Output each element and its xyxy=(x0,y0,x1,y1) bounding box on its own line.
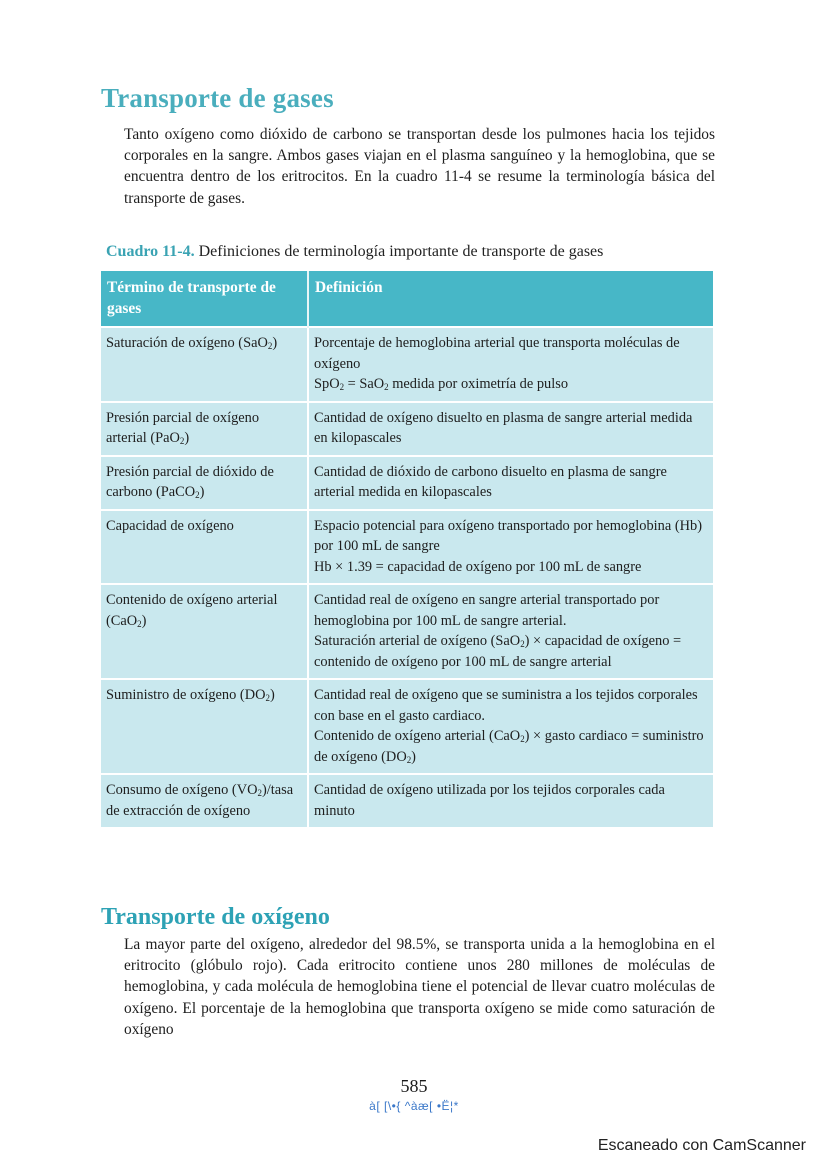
definition-cell: Porcentaje de hemoglobina arterial que transporta moléculas de oxígeno SpO$_2$ = SaO$_2$ medida por oximetría de pulso xyxy=(308,327,713,402)
table-row xyxy=(101,327,713,402)
header-definition: Definición xyxy=(308,271,713,327)
term-cell: Suministro de oxígeno $(DO_2)$ xyxy=(101,679,308,774)
definition-cell: Espacio potencial para oxígeno transportado por hemoglobina (Hb) por 100 mL de sangre Hb × 1.39 = capacidad de oxígeno por 100 mL de sangre xyxy=(308,510,713,585)
table-caption xyxy=(106,243,603,261)
table-header-row xyxy=(101,271,713,327)
terminology-table xyxy=(101,271,713,827)
term-cell: Capacidad de oxígeno xyxy=(101,510,308,585)
table-row xyxy=(101,510,713,585)
table-row xyxy=(101,584,713,679)
definition-cell: Cantidad de oxígeno disuelto en plasma de sangre arterial medida en kilopascales xyxy=(308,402,713,456)
section-heading-transporte-de-oxigeno: Transporte de oxígeno xyxy=(101,904,330,930)
definition-cell: Cantidad de dióxido de carbono disuelto en plasma de sangre arterial medida en kilopascales xyxy=(308,456,713,510)
table-body xyxy=(101,327,713,827)
term-cell: Contenido de oxígeno arterial (CaO$_2$) xyxy=(101,584,308,679)
publisher-watermark: à[ [\•{ ^àæ[ •Ë¦* xyxy=(369,1099,459,1113)
definition-cell: Cantidad real de oxígeno que se suministra a los tejidos corporales con base en el gasto cardiaco. Contenido de oxígeno arterial (CaO$_2$) × gasto cardiaco = suministro de oxígeno $(DO_2)$ xyxy=(308,679,713,774)
definition-cell: Cantidad real de oxígeno en sangre arterial transportado por hemoglobina por 100 mL de sangre arterial. Saturación arterial de oxígeno (SaO$_2$) × capacidad de oxígeno = contenido de oxígeno por 100 mL de sangre arterial xyxy=(308,584,713,679)
table-caption-label: Cuadro 11-4. xyxy=(106,243,195,260)
table-caption-text: Definiciones de terminología importante de transporte de gases xyxy=(194,243,604,260)
header-term: Término de transporte de gases xyxy=(101,271,308,327)
oxygen-paragraph: La mayor parte del oxígeno, alrededor del 98.5%, se transporta unida a la hemoglobina en el eritrocito (glóbulo rojo). Cada eritrocito contiene unos 280 millones de moléculas de hemoglobina, y cada molécula de hemoglobina tiene el potencial de llevar cuatro moléculas de oxígeno. El porcentaje de la hemoglobina que transporta oxígeno se mide como saturación de oxígeno xyxy=(124,936,715,1038)
table-row xyxy=(101,774,713,827)
term-cell: Presión parcial de oxígeno arterial (PaO$_2$) xyxy=(101,402,308,456)
term-cell: Presión parcial de dióxido de carbono (PaCO$_2$) xyxy=(101,456,308,510)
table-row xyxy=(101,402,713,456)
definition-cell: Cantidad de oxígeno utilizada por los tejidos corporales cada minuto xyxy=(308,774,713,827)
page-number: 585 xyxy=(400,1076,428,1096)
section-heading-transporte-de-gases: Transporte de gases xyxy=(101,83,334,113)
table-row xyxy=(101,679,713,774)
term-cell: Saturación de oxígeno (SaO$_2$) xyxy=(101,327,308,402)
term-cell: Consumo de oxígeno $(VO_2)$/tasa de extracción de oxígeno xyxy=(101,774,308,827)
table-row xyxy=(101,456,713,510)
intro-paragraph: Tanto oxígeno como dióxido de carbono se transportan desde los pulmones hacia los tejidos corporales en la sangre. Ambos gases viajan en el plasma sanguíneo y la hemoglobina, que se encuentra dentro de los eritrocitos. En la cuadro 11-4 se resume la terminología básica del transporte de gases. xyxy=(124,126,715,207)
camscanner-label: Escaneado con CamScanner xyxy=(597,1137,806,1154)
